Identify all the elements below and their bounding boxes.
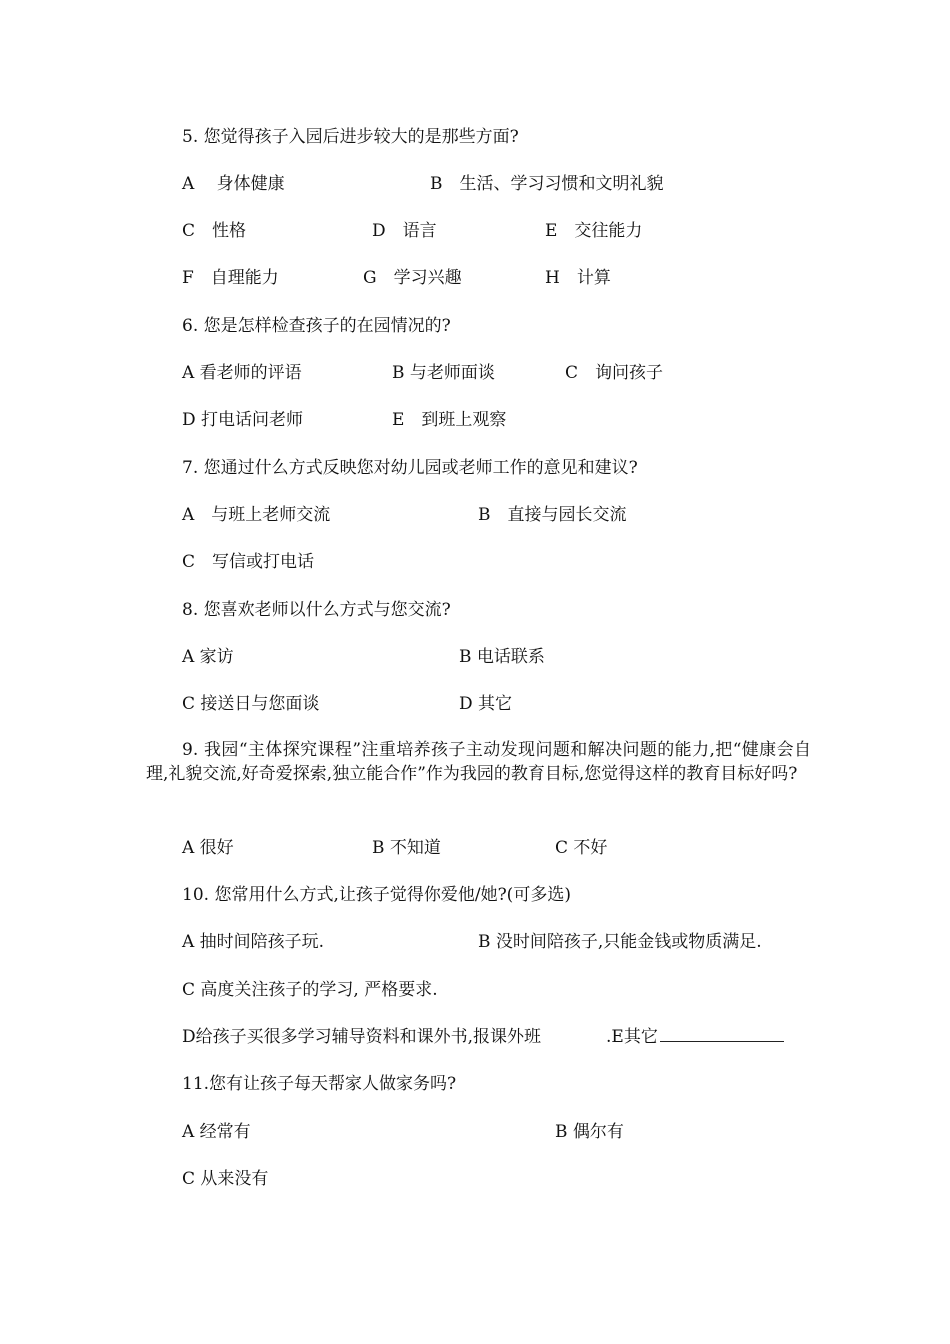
question-7-options-row-1 bbox=[0, 502, 950, 528]
question-9-prompt: 9. 我园“主体探究课程”注重培养孩子主动发现问题和解决问题的能力,把“健康会自理,礼貌交流,好奇爱探索,独立能合作”作为我园的教育目标,您觉得这样的教育目标好吗? bbox=[146, 740, 811, 784]
question-8-prompt: 8. 您喜欢老师以什么方式与您交流? bbox=[182, 600, 451, 620]
option-5h: H 计算 bbox=[545, 268, 611, 288]
question-8-options-row-2 bbox=[0, 691, 950, 717]
option-11c: C 从来没有 bbox=[182, 1169, 269, 1189]
question-9-options-row-1 bbox=[0, 835, 950, 861]
option-11a: A 经常有 bbox=[182, 1122, 251, 1142]
question-8 bbox=[0, 597, 950, 623]
question-11-options-row-2 bbox=[0, 1166, 950, 1192]
option-5d: D 语言 bbox=[372, 221, 437, 241]
option-8a: A 家访 bbox=[182, 647, 234, 667]
question-10-prompt: 10. 您常用什么方式,让孩子觉得你爱他/她?(可多选) bbox=[182, 885, 571, 905]
question-11 bbox=[0, 1071, 950, 1097]
question-10-options-row-1 bbox=[0, 929, 950, 955]
option-10c: C 高度关注孩子的学习, 严格要求. bbox=[182, 980, 438, 1000]
question-10-options-row-3 bbox=[0, 1024, 950, 1050]
option-8c: C 接送日与您面谈 bbox=[182, 694, 320, 714]
option-11b: B 偶尔有 bbox=[555, 1122, 624, 1142]
option-10e-blank-line[interactable] bbox=[660, 1025, 784, 1042]
question-11-prompt: 11.您有让孩子每天帮家人做家务吗? bbox=[182, 1074, 457, 1094]
question-7-prompt: 7. 您通过什么方式反映您对幼儿园或老师工作的意见和建议? bbox=[182, 458, 638, 478]
option-7b: B 直接与园长交流 bbox=[478, 505, 627, 525]
option-5g: G 学习兴趣 bbox=[363, 268, 462, 288]
question-5-prompt: 5. 您觉得孩子入园后进步较大的是那些方面? bbox=[182, 127, 519, 147]
option-8d: D 其它 bbox=[459, 694, 513, 714]
option-6b: B 与老师面谈 bbox=[392, 363, 495, 383]
question-11-options-row-1 bbox=[0, 1119, 950, 1145]
option-7a: A 与班上老师交流 bbox=[182, 505, 331, 525]
option-10b: B 没时间陪孩子,只能金钱或物质满足. bbox=[478, 932, 762, 952]
option-6e: E 到班上观察 bbox=[392, 410, 507, 430]
option-9c: C 不好 bbox=[555, 838, 608, 858]
option-5f: F 自理能力 bbox=[182, 268, 279, 288]
option-5a: A 身体健康 bbox=[182, 174, 285, 194]
question-7-options-row-2 bbox=[0, 549, 950, 575]
question-5 bbox=[0, 124, 950, 150]
option-7c: C 写信或打电话 bbox=[182, 552, 315, 572]
option-5e: E 交往能力 bbox=[545, 221, 643, 241]
option-9b: B 不知道 bbox=[372, 838, 441, 858]
option-5b: B 生活、学习习惯和文明礼貌 bbox=[430, 174, 664, 194]
option-8b: B 电话联系 bbox=[459, 647, 545, 667]
option-6d: D 打电话问老师 bbox=[182, 410, 304, 430]
question-8-options-row-1 bbox=[0, 644, 950, 670]
option-10d: D给孩子买很多学习辅导资料和课外书,报课外班 bbox=[182, 1027, 542, 1047]
option-9a: A 很好 bbox=[182, 838, 234, 858]
question-5-options-row-1 bbox=[0, 171, 950, 197]
question-10-options-row-2 bbox=[0, 977, 950, 1003]
question-6 bbox=[0, 313, 950, 339]
option-6a: A 看老师的评语 bbox=[182, 363, 302, 383]
question-5-options-row-2 bbox=[0, 218, 950, 244]
option-10e-group bbox=[606, 1024, 784, 1050]
option-5c: C 性格 bbox=[182, 221, 247, 241]
option-6c: C 询问孩子 bbox=[565, 363, 664, 383]
question-6-options-row-1 bbox=[0, 360, 950, 386]
question-6-options-row-2 bbox=[0, 407, 950, 433]
question-7 bbox=[0, 455, 950, 481]
question-6-prompt: 6. 您是怎样检查孩子的在园情况的? bbox=[182, 316, 451, 336]
option-10a: A 抽时间陪孩子玩. bbox=[182, 932, 325, 952]
question-10 bbox=[0, 882, 950, 908]
question-5-options-row-3 bbox=[0, 265, 950, 291]
option-10e: .E其它 bbox=[606, 1027, 658, 1047]
